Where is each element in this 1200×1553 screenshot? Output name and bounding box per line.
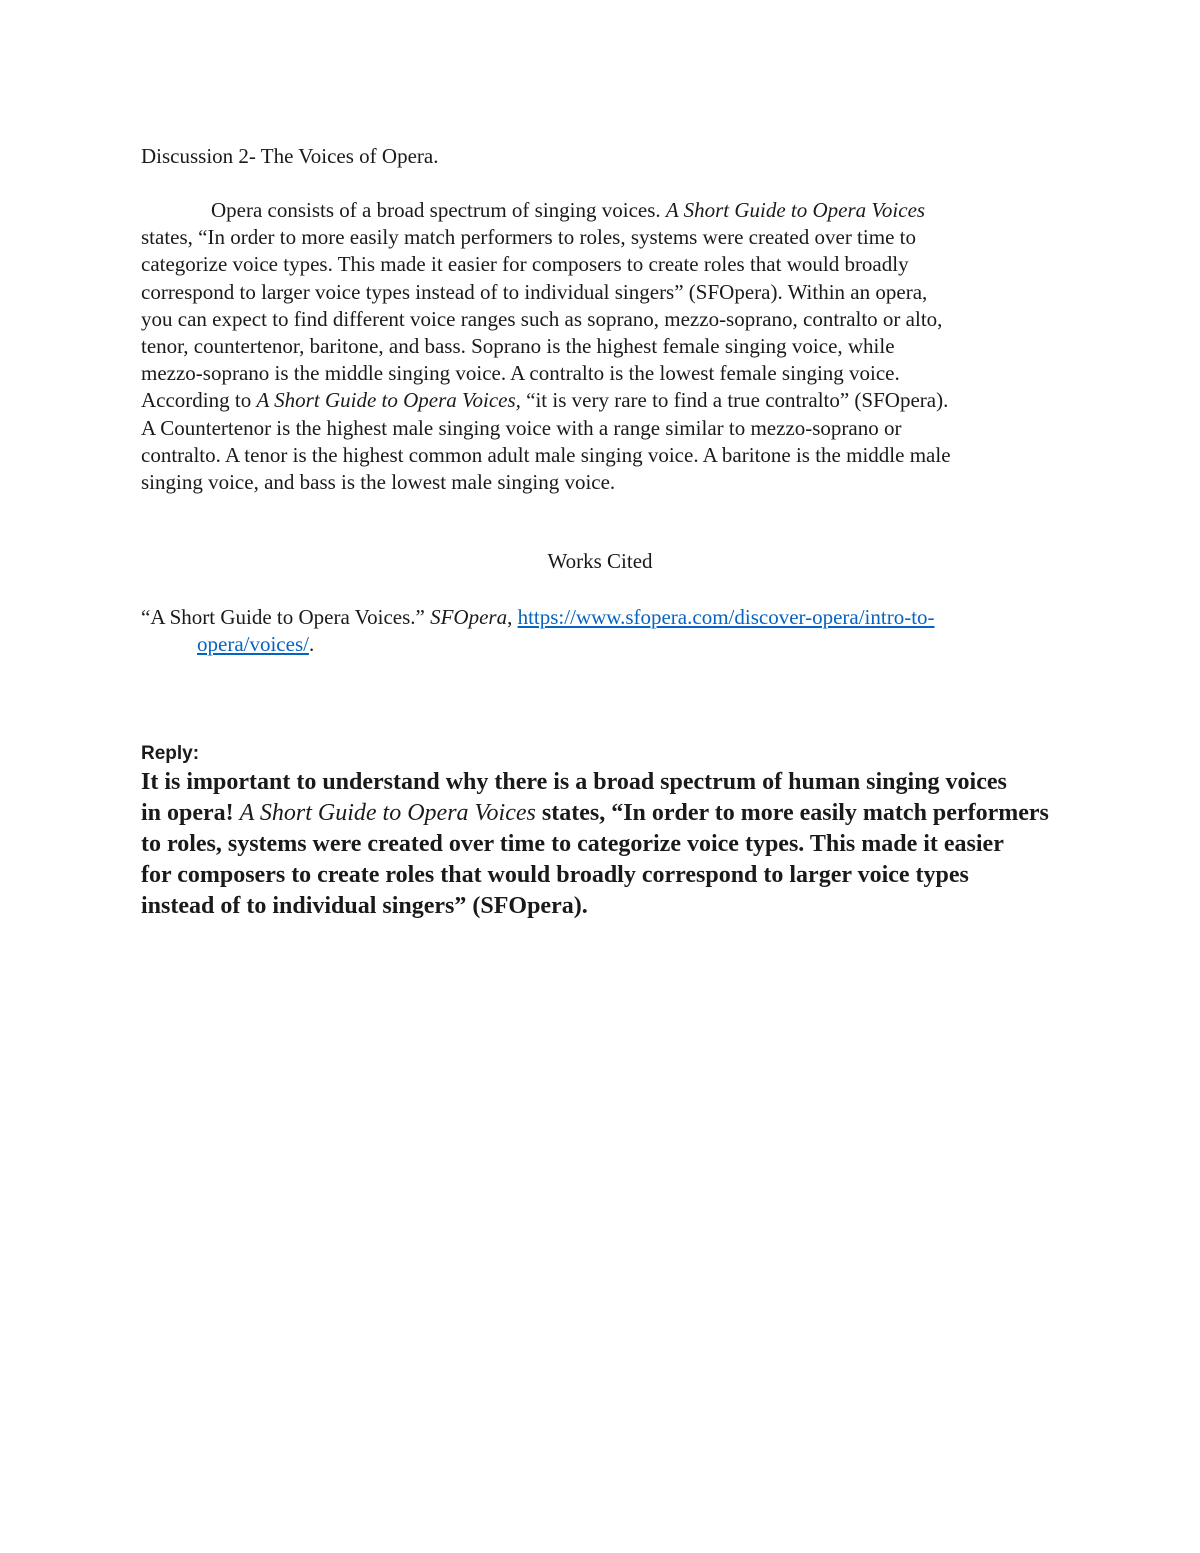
paragraph-line: A Countertenor is the highest male singing voice with a range similar to mezzo-soprano or — [141, 415, 902, 440]
citation-line: “A Short Guide to Opera Voices.” SFOpera, https://www.sfopera.com/discover-opera/intro-to- — [141, 605, 935, 629]
body-paragraph — [141, 197, 1061, 496]
citation-link[interactable]: https://www.sfopera.com/discover-opera/intro-to- — [517, 605, 935, 629]
reply-paragraph — [141, 767, 1081, 922]
italic-source-title: A Short Guide to Opera Voices, — [256, 388, 521, 413]
italic-source-title: A Short Guide to Opera Voices — [665, 198, 926, 222]
document-title: Discussion 2- The Voices of Opera. — [141, 144, 439, 168]
reply-line: in opera! A Short Guide to Opera Voices states, “In order to more easily match performers — [141, 800, 1049, 826]
citation-link[interactable]: opera/voices/ — [197, 632, 309, 656]
reply-line: to roles, systems were created over time to categorize voice types. This made it easier — [141, 831, 1004, 857]
paragraph-line: states, “In order to more easily match performers to roles, systems were created over time to — [141, 225, 916, 250]
reply-line: It is important to understand why there is a broad spectrum of human singing voices — [141, 769, 1007, 795]
paragraph-line: categorize voice types. This made it easier for composers to create roles that would broadly — [141, 252, 909, 277]
paragraph-line: tenor, countertenor, baritone, and bass. Soprano is the highest female singing voice, while — [141, 334, 895, 359]
paragraph-line: According to A Short Guide to Opera Voices, “it is very rare to find a true contralto” (SFOpera). — [141, 388, 949, 413]
paragraph-line: contralto. A tenor is the highest common adult male singing voice. A baritone is the middle male — [141, 442, 951, 467]
reply-line: for composers to create roles that would broadly correspond to larger voice types — [141, 862, 969, 888]
paragraph-line: you can expect to find different voice ranges such as soprano, mezzo-soprano, contralto or alto, — [141, 306, 943, 331]
paragraph-line: correspond to larger voice types instead of to individual singers” (SFOpera). Within an opera, — [141, 279, 928, 304]
reply-line: instead of to individual singers” (SFOpera). — [141, 893, 588, 919]
paragraph-line: mezzo-soprano is the middle singing voice. A contralto is the lowest female singing voice. — [141, 361, 900, 386]
citation-line: opera/voices/. — [197, 632, 315, 656]
paragraph-line: Opera consists of a broad spectrum of singing voices. A Short Guide to Opera Voices — [211, 198, 926, 222]
citation-entry — [141, 604, 1081, 658]
works-cited-heading: Works Cited — [547, 549, 653, 573]
reply-label: Reply: — [141, 743, 200, 764]
italic-source-title: A Short Guide to Opera Voices — [239, 800, 536, 826]
citation-source: SFOpera — [430, 605, 508, 629]
paragraph-line: singing voice, and bass is the lowest male singing voice. — [141, 470, 616, 495]
